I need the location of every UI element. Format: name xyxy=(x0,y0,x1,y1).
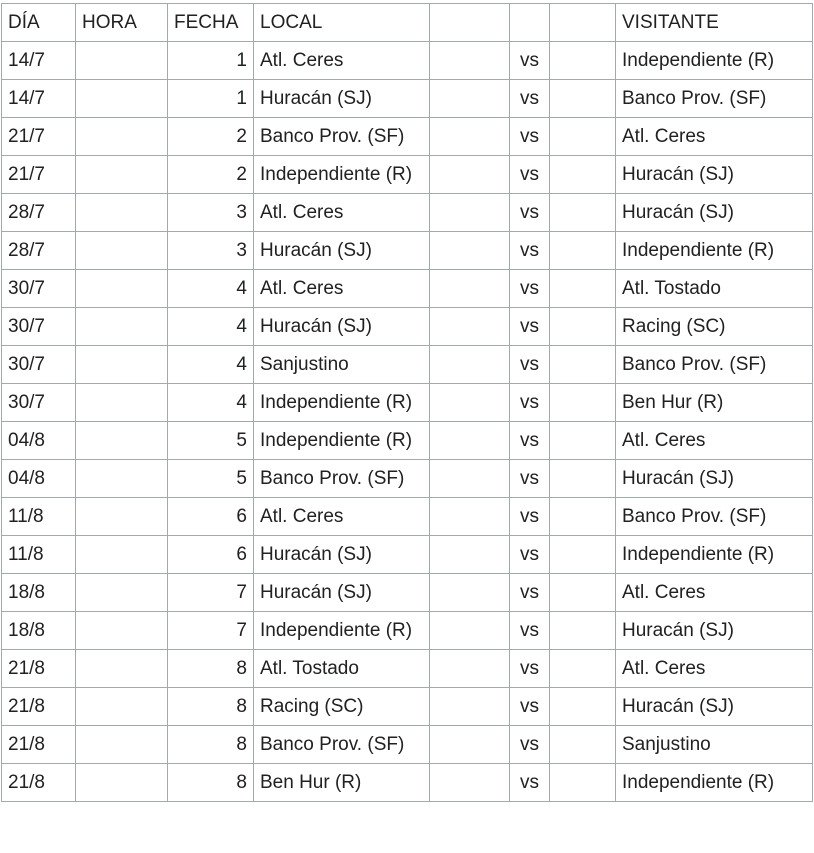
cell-local: Independiente (R) xyxy=(254,384,430,422)
cell-local: Independiente (R) xyxy=(254,612,430,650)
cell-hora xyxy=(76,42,168,80)
cell-blank xyxy=(430,764,510,802)
cell-blank xyxy=(430,650,510,688)
cell-fecha: 8 xyxy=(168,764,254,802)
cell-blank xyxy=(430,80,510,118)
cell-dia: 14/7 xyxy=(2,42,76,80)
cell-blank xyxy=(430,498,510,536)
cell-blank xyxy=(550,308,616,346)
cell-blank xyxy=(430,460,510,498)
cell-vs: vs xyxy=(510,498,550,536)
cell-fecha: 4 xyxy=(168,308,254,346)
cell-hora xyxy=(76,270,168,308)
cell-hora xyxy=(76,764,168,802)
cell-visitante: Atl. Ceres xyxy=(616,422,813,460)
cell-fecha: 2 xyxy=(168,156,254,194)
table-row xyxy=(2,232,813,270)
cell-visitante: Atl. Ceres xyxy=(616,574,813,612)
cell-dia: 14/7 xyxy=(2,80,76,118)
cell-hora xyxy=(76,726,168,764)
cell-blank xyxy=(430,232,510,270)
cell-fecha: 4 xyxy=(168,270,254,308)
cell-fecha: 6 xyxy=(168,498,254,536)
cell-hora xyxy=(76,156,168,194)
cell-dia: 30/7 xyxy=(2,346,76,384)
cell-fecha: 5 xyxy=(168,422,254,460)
cell-hora xyxy=(76,650,168,688)
cell-blank xyxy=(430,156,510,194)
cell-blank xyxy=(550,232,616,270)
cell-hora xyxy=(76,232,168,270)
table-row xyxy=(2,422,813,460)
cell-dia: 18/8 xyxy=(2,574,76,612)
cell-local: Atl. Ceres xyxy=(254,498,430,536)
cell-blank xyxy=(550,460,616,498)
cell-fecha: 7 xyxy=(168,574,254,612)
cell-dia: 30/7 xyxy=(2,270,76,308)
cell-vs: vs xyxy=(510,42,550,80)
cell-visitante: Independiente (R) xyxy=(616,232,813,270)
cell-fecha: 4 xyxy=(168,346,254,384)
cell-fecha: 7 xyxy=(168,612,254,650)
cell-visitante: Huracán (SJ) xyxy=(616,194,813,232)
cell-blank xyxy=(430,346,510,384)
cell-dia: 30/7 xyxy=(2,308,76,346)
header-blank-1 xyxy=(430,4,510,42)
cell-visitante: Racing (SC) xyxy=(616,308,813,346)
cell-blank xyxy=(550,536,616,574)
table-row xyxy=(2,764,813,802)
table-row xyxy=(2,80,813,118)
cell-blank xyxy=(430,688,510,726)
cell-hora xyxy=(76,422,168,460)
cell-dia: 30/7 xyxy=(2,384,76,422)
cell-blank xyxy=(550,612,616,650)
table-row xyxy=(2,42,813,80)
cell-dia: 21/8 xyxy=(2,688,76,726)
cell-blank xyxy=(430,194,510,232)
cell-dia: 11/8 xyxy=(2,498,76,536)
cell-visitante: Independiente (R) xyxy=(616,764,813,802)
table-row xyxy=(2,612,813,650)
table-row xyxy=(2,194,813,232)
header-hora: HORA xyxy=(76,4,168,42)
table-row xyxy=(2,346,813,384)
cell-fecha: 1 xyxy=(168,42,254,80)
cell-local: Huracán (SJ) xyxy=(254,232,430,270)
cell-fecha: 8 xyxy=(168,688,254,726)
table-row xyxy=(2,650,813,688)
cell-local: Huracán (SJ) xyxy=(254,308,430,346)
cell-local: Atl. Tostado xyxy=(254,650,430,688)
cell-blank xyxy=(550,346,616,384)
cell-vs: vs xyxy=(510,650,550,688)
cell-hora xyxy=(76,194,168,232)
cell-blank xyxy=(430,422,510,460)
cell-vs: vs xyxy=(510,612,550,650)
cell-vs: vs xyxy=(510,156,550,194)
cell-hora xyxy=(76,574,168,612)
cell-local: Huracán (SJ) xyxy=(254,574,430,612)
cell-hora xyxy=(76,118,168,156)
table-row xyxy=(2,384,813,422)
header-blank-3 xyxy=(550,4,616,42)
cell-blank xyxy=(550,650,616,688)
cell-visitante: Sanjustino xyxy=(616,726,813,764)
cell-dia: 11/8 xyxy=(2,536,76,574)
cell-dia: 04/8 xyxy=(2,422,76,460)
cell-blank xyxy=(550,118,616,156)
cell-local: Independiente (R) xyxy=(254,422,430,460)
cell-dia: 21/8 xyxy=(2,650,76,688)
cell-vs: vs xyxy=(510,308,550,346)
cell-visitante: Banco Prov. (SF) xyxy=(616,80,813,118)
fixture-table xyxy=(1,3,813,802)
cell-blank xyxy=(550,422,616,460)
table-row xyxy=(2,536,813,574)
cell-vs: vs xyxy=(510,460,550,498)
cell-vs: vs xyxy=(510,688,550,726)
cell-visitante: Ben Hur (R) xyxy=(616,384,813,422)
cell-dia: 18/8 xyxy=(2,612,76,650)
cell-blank xyxy=(430,384,510,422)
table-row xyxy=(2,688,813,726)
cell-dia: 21/8 xyxy=(2,726,76,764)
cell-hora xyxy=(76,384,168,422)
cell-blank xyxy=(430,574,510,612)
cell-blank xyxy=(550,726,616,764)
cell-blank xyxy=(550,688,616,726)
cell-local: Atl. Ceres xyxy=(254,194,430,232)
cell-fecha: 3 xyxy=(168,194,254,232)
cell-dia: 28/7 xyxy=(2,232,76,270)
cell-vs: vs xyxy=(510,80,550,118)
cell-hora xyxy=(76,346,168,384)
cell-visitante: Atl. Ceres xyxy=(616,650,813,688)
cell-blank xyxy=(430,612,510,650)
cell-local: Huracán (SJ) xyxy=(254,536,430,574)
cell-blank xyxy=(550,194,616,232)
cell-local: Atl. Ceres xyxy=(254,270,430,308)
cell-vs: vs xyxy=(510,270,550,308)
table-row xyxy=(2,498,813,536)
cell-blank xyxy=(550,764,616,802)
cell-fecha: 3 xyxy=(168,232,254,270)
table-row xyxy=(2,308,813,346)
cell-dia: 28/7 xyxy=(2,194,76,232)
table-row xyxy=(2,156,813,194)
cell-blank xyxy=(430,536,510,574)
cell-vs: vs xyxy=(510,118,550,156)
cell-fecha: 4 xyxy=(168,384,254,422)
cell-blank xyxy=(430,270,510,308)
cell-vs: vs xyxy=(510,574,550,612)
cell-visitante: Huracán (SJ) xyxy=(616,460,813,498)
cell-vs: vs xyxy=(510,384,550,422)
cell-visitante: Independiente (R) xyxy=(616,536,813,574)
header-visitante: VISITANTE xyxy=(616,4,813,42)
cell-hora xyxy=(76,688,168,726)
cell-local: Atl. Ceres xyxy=(254,42,430,80)
cell-blank xyxy=(430,42,510,80)
fixture-body xyxy=(2,42,813,802)
table-row xyxy=(2,574,813,612)
table-row xyxy=(2,118,813,156)
cell-vs: vs xyxy=(510,764,550,802)
cell-blank xyxy=(430,726,510,764)
cell-fecha: 1 xyxy=(168,80,254,118)
cell-local: Racing (SC) xyxy=(254,688,430,726)
cell-visitante: Atl. Ceres xyxy=(616,118,813,156)
cell-vs: vs xyxy=(510,726,550,764)
cell-blank xyxy=(550,498,616,536)
cell-dia: 04/8 xyxy=(2,460,76,498)
cell-blank xyxy=(550,384,616,422)
cell-dia: 21/7 xyxy=(2,118,76,156)
cell-hora xyxy=(76,308,168,346)
cell-hora xyxy=(76,498,168,536)
cell-dia: 21/7 xyxy=(2,156,76,194)
cell-vs: vs xyxy=(510,232,550,270)
cell-blank xyxy=(550,80,616,118)
cell-hora xyxy=(76,612,168,650)
cell-local: Sanjustino xyxy=(254,346,430,384)
cell-blank xyxy=(550,270,616,308)
cell-visitante: Huracán (SJ) xyxy=(616,688,813,726)
cell-fecha: 2 xyxy=(168,118,254,156)
cell-visitante: Banco Prov. (SF) xyxy=(616,346,813,384)
header-blank-2 xyxy=(510,4,550,42)
cell-blank xyxy=(550,156,616,194)
cell-fecha: 5 xyxy=(168,460,254,498)
cell-blank xyxy=(430,118,510,156)
cell-visitante: Independiente (R) xyxy=(616,42,813,80)
cell-visitante: Atl. Tostado xyxy=(616,270,813,308)
cell-vs: vs xyxy=(510,422,550,460)
cell-hora xyxy=(76,460,168,498)
cell-local: Banco Prov. (SF) xyxy=(254,726,430,764)
cell-visitante: Banco Prov. (SF) xyxy=(616,498,813,536)
header-local: LOCAL xyxy=(254,4,430,42)
header-dia: DÍA xyxy=(2,4,76,42)
cell-hora xyxy=(76,536,168,574)
header-fecha: FECHA xyxy=(168,4,254,42)
cell-blank xyxy=(550,42,616,80)
cell-vs: vs xyxy=(510,346,550,384)
cell-dia: 21/8 xyxy=(2,764,76,802)
table-row xyxy=(2,460,813,498)
cell-fecha: 8 xyxy=(168,726,254,764)
cell-local: Banco Prov. (SF) xyxy=(254,460,430,498)
cell-blank xyxy=(550,574,616,612)
cell-fecha: 6 xyxy=(168,536,254,574)
cell-local: Huracán (SJ) xyxy=(254,80,430,118)
cell-local: Independiente (R) xyxy=(254,156,430,194)
cell-local: Ben Hur (R) xyxy=(254,764,430,802)
cell-fecha: 8 xyxy=(168,650,254,688)
cell-visitante: Huracán (SJ) xyxy=(616,156,813,194)
cell-hora xyxy=(76,80,168,118)
cell-vs: vs xyxy=(510,536,550,574)
cell-blank xyxy=(430,308,510,346)
table-row xyxy=(2,270,813,308)
cell-visitante: Huracán (SJ) xyxy=(616,612,813,650)
table-row xyxy=(2,726,813,764)
cell-vs: vs xyxy=(510,194,550,232)
header-row xyxy=(2,4,813,42)
cell-local: Banco Prov. (SF) xyxy=(254,118,430,156)
